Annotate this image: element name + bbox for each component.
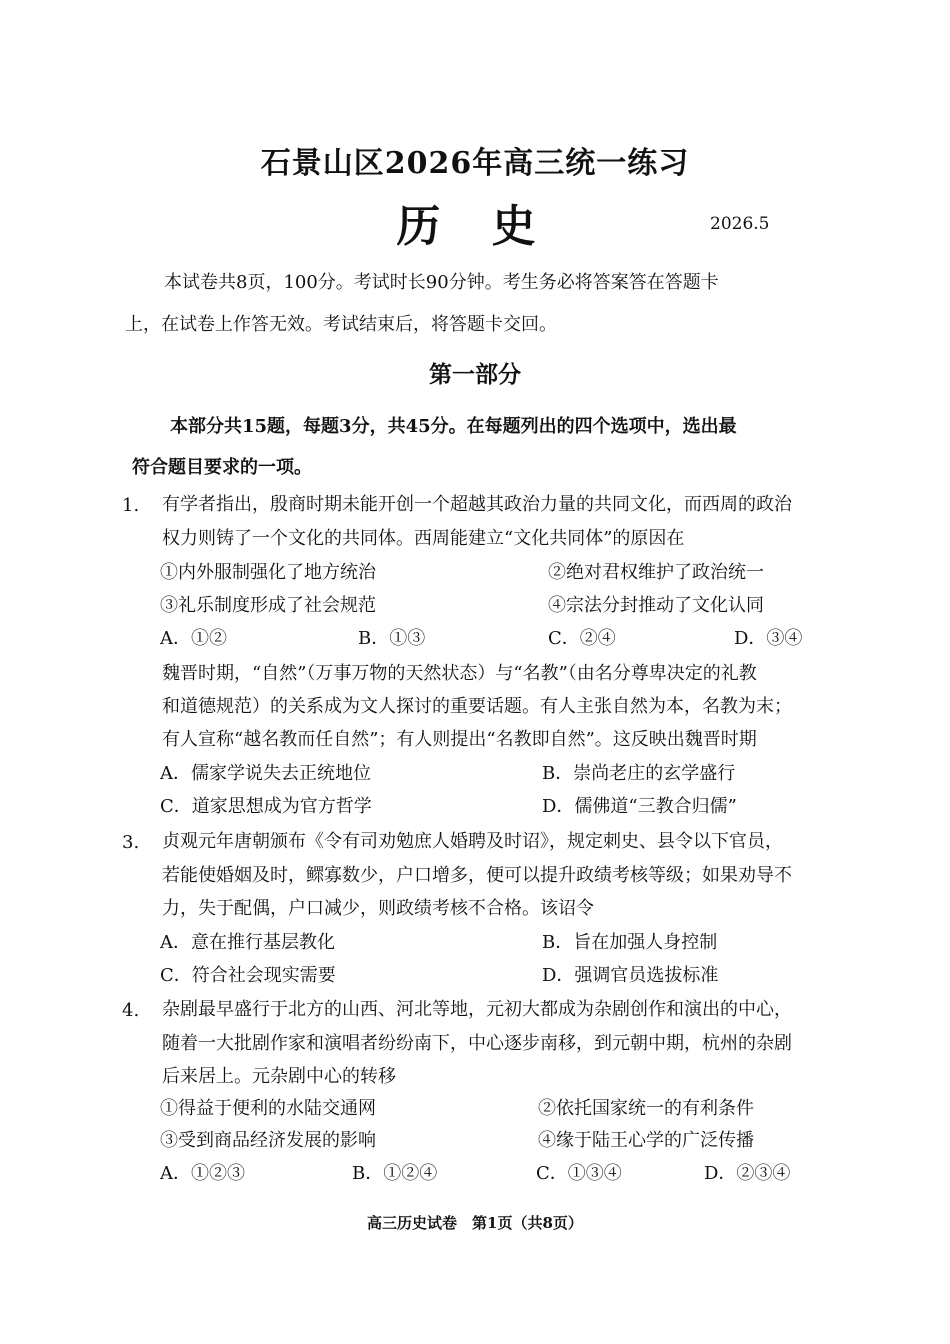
- question-3-option-d[interactable]: D．强调官员选拔标准: [542, 965, 719, 986]
- subject-title: 历 史: [396, 201, 554, 252]
- page-footer: 高三历史试卷 第1页（共8页）: [367, 1214, 583, 1232]
- question-4-stem-line-3: 后来居上。元杂剧中心的转移: [162, 1066, 396, 1087]
- question-3-stem-line-2: 若能使婚姻及时，鳏寡数少，户口增多，便可以提升政绩考核等级；如果劝导不: [162, 865, 792, 886]
- question-1-statement-3: ③礼乐制度形成了社会规范: [160, 595, 376, 616]
- question-3-option-c[interactable]: C．符合社会现实需要: [160, 965, 336, 986]
- exam-title: 石景山区2026年高三统一练习: [260, 146, 690, 181]
- question-2-stem-line-1: 魏晋时期，“自然”（万事万物的天然状态）与“名教”（由名分尊卑决定的礼教: [162, 663, 757, 684]
- question-2-option-c[interactable]: C．道家思想成为官方哲学: [160, 796, 372, 817]
- question-2-stem-line-3: 有人宣称“越名教而任自然”；有人则提出“名教即自然”。这反映出魏晋时期: [162, 729, 757, 750]
- question-1-option-a[interactable]: A．①②: [160, 628, 227, 649]
- question-1-statement-2: ②绝对君权维护了政治统一: [548, 562, 764, 583]
- question-4-option-d[interactable]: D．②③④: [704, 1163, 791, 1184]
- question-4-option-c[interactable]: C．①③④: [536, 1163, 622, 1184]
- question-2-option-b[interactable]: B．崇尚老庄的玄学盛行: [542, 763, 736, 784]
- exam-date: 2026.5: [710, 214, 770, 234]
- question-1-number: 1.: [122, 495, 140, 516]
- question-4-statement-3: ③受到商品经济发展的影响: [160, 1130, 376, 1151]
- question-1-stem-line-1: 有学者指出，殷商时期未能开创一个超越其政治力量的共同文化，而西周的政治: [162, 494, 792, 515]
- question-3-option-a[interactable]: A．意在推行基层教化: [160, 932, 335, 953]
- question-3-number: 3.: [122, 832, 140, 853]
- question-2-option-d[interactable]: D．儒佛道“三教合归儒”: [542, 796, 737, 817]
- question-1-stem-line-2: 权力则铸了一个文化的共同体。西周能建立“文化共同体”的原因在: [162, 528, 685, 549]
- question-1-option-b[interactable]: B．①③: [358, 628, 426, 649]
- part-intro-line-1: 本部分共15题，每题3分，共45分。在每题列出的四个选项中，选出最: [170, 416, 737, 437]
- question-4-stem-line-1: 杂剧最早盛行于北方的山西、河北等地，元初大都成为杂剧创作和演出的中心，: [162, 999, 792, 1020]
- question-4-option-b[interactable]: B．①②④: [352, 1163, 438, 1184]
- question-2-stem-line-2: 和道德规范）的关系成为文人探讨的重要话题。有人主张自然为本，名教为末；: [162, 696, 792, 717]
- question-3-stem-line-3: 力，失于配偶，户口减少，则政绩考核不合格。该诏令: [162, 898, 594, 919]
- question-4-statement-1: ①得益于便利的水陆交通网: [160, 1098, 376, 1119]
- question-4-statement-2: ②依托国家统一的有利条件: [538, 1098, 754, 1119]
- question-1-statement-1: ①内外服制强化了地方统治: [160, 562, 376, 583]
- instructions-line-2: 上，在试卷上作答无效。考试结束后，将答题卡交回。: [125, 314, 557, 335]
- question-1-option-d[interactable]: D．③④: [734, 628, 803, 649]
- question-4-option-a[interactable]: A．①②③: [160, 1163, 245, 1184]
- part-heading: 第一部分: [429, 361, 521, 388]
- question-4-statement-4: ④缘于陆王心学的广泛传播: [538, 1130, 754, 1151]
- question-4-number: 4.: [122, 1000, 140, 1021]
- question-1-option-c[interactable]: C．②④: [548, 628, 616, 649]
- question-4-stem-line-2: 随着一大批剧作家和演唱者纷纷南下，中心逐步南移，到元朝中期，杭州的杂剧: [162, 1033, 792, 1054]
- question-1-statement-4: ④宗法分封推动了文化认同: [548, 595, 764, 616]
- question-3-option-b[interactable]: B．旨在加强人身控制: [542, 932, 718, 953]
- instructions-line-1: 本试卷共8页，100分。考试时长90分钟。考生务必将答案答在答题卡: [164, 272, 719, 293]
- question-3-stem-line-1: 贞观元年唐朝颁布《令有司劝勉庶人婚聘及时诏》，规定刺史、县令以下官员，: [162, 831, 783, 852]
- part-intro-line-2: 符合题目要求的一项。: [132, 457, 312, 478]
- question-2-option-a[interactable]: A．儒家学说失去正统地位: [160, 763, 371, 784]
